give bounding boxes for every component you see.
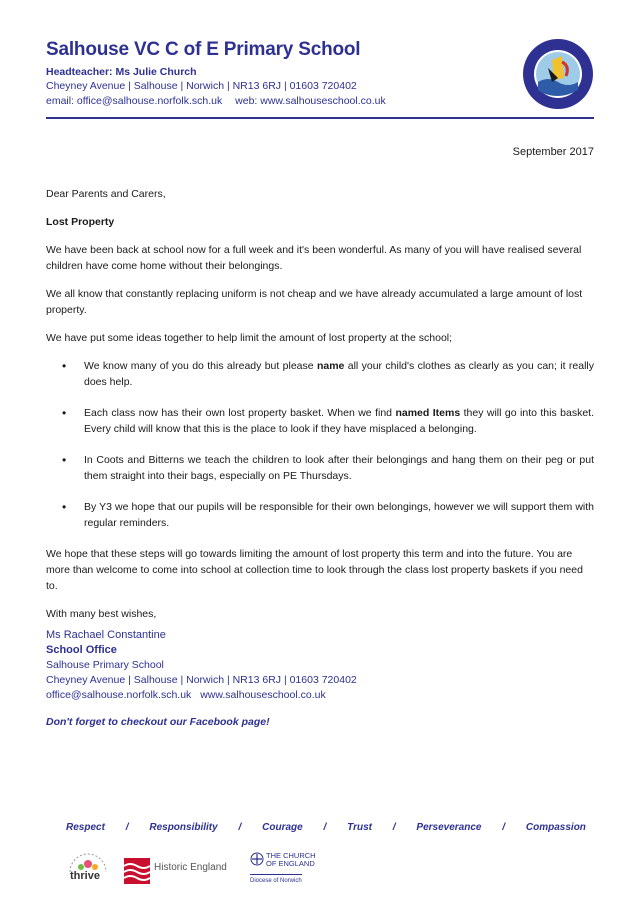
facebook-note: Don't forget to checkout our Facebook page! xyxy=(46,716,270,728)
historic-england-icon xyxy=(124,858,150,884)
closing: With many best wishes, xyxy=(46,608,157,620)
signatory-web[interactable]: www.salhouseschool.co.uk xyxy=(200,689,326,701)
letter-date: September 2017 xyxy=(512,146,594,158)
school-name: Salhouse VC C of E Primary School xyxy=(46,39,361,60)
church-cross-icon xyxy=(250,852,264,866)
value-separator: / xyxy=(238,822,242,833)
value-separator: / xyxy=(392,822,396,833)
value-separator: / xyxy=(323,822,327,833)
signatory-office: School Office xyxy=(46,644,117,656)
paragraph-2: We all know that constantly replacing uniform is not cheap and we have already accumulated a large amount of lost property. xyxy=(46,288,583,316)
value-responsibility: Responsibility xyxy=(149,822,218,833)
paragraph-1: We have been back at school now for a full week and it's been wonderful. As many of you will have realised several children have come home without their belongings. xyxy=(46,244,582,272)
school-email: email: office@salhouse.norfolk.sch.uk xyxy=(46,95,223,107)
list-item: • In Coots and Bitterns we teach the children to look after their belongings and hang them on their peg or put them straight into their bags, especially on PE Thursdays. xyxy=(84,452,594,484)
ideas-list xyxy=(46,358,594,531)
thrive-wordmark: thrive xyxy=(70,870,100,882)
partner-logos xyxy=(64,852,364,892)
value-trust: Trust xyxy=(347,822,372,833)
value-compassion: Compassion xyxy=(525,822,586,833)
coe-diocese: Diocese of Norwich xyxy=(250,874,302,885)
historic-england-wordmark: Historic England xyxy=(154,862,227,873)
signatory-email[interactable]: office@salhouse.norfolk.sch.uk xyxy=(46,689,192,701)
list-item: • Each class now has their own lost property basket. When we find named Items they will go into this basket. Every child will know that this is the place to look if they have misplaced a belonging. xyxy=(84,405,594,437)
value-respect: Respect xyxy=(66,822,105,833)
federation-badge-icon xyxy=(522,38,594,110)
salutation: Dear Parents and Carers, xyxy=(46,188,166,200)
letter-body xyxy=(46,186,594,634)
historic-england-logo xyxy=(124,852,254,890)
signatory-contact xyxy=(46,688,446,703)
signatory-name: Ms Rachael Constantine xyxy=(46,629,166,641)
value-perseverance: Perseverance xyxy=(416,822,482,833)
value-separator: / xyxy=(502,822,506,833)
value-separator: / xyxy=(125,822,129,833)
signature-block xyxy=(46,628,446,703)
coe-line1: THE CHURCH xyxy=(266,851,316,860)
list-item: • We know many of you do this already but please name all your child's clothes as clearly as you can; it really does help. xyxy=(84,358,594,390)
school-web: web: www.salhouseschool.co.uk xyxy=(235,95,386,107)
headteacher: Headteacher: Ms Julie Church xyxy=(46,66,197,78)
subject-line: Lost Property xyxy=(46,216,115,228)
thrive-logo xyxy=(64,852,112,890)
paragraph-4: We hope that these steps will go towards limiting the amount of lost property this term and into the future. You are more than welcome to come into school at collection time to look through the class lost property baskets if you need to. xyxy=(46,548,583,592)
school-address: Cheyney Avenue | Salhouse | Norwich | NR13 6RJ | 01603 720402 xyxy=(46,80,357,92)
letterhead xyxy=(46,38,526,109)
list-item: • By Y3 we hope that our pupils will be responsible for their own belongings, however we will support them with regular reminders. xyxy=(84,499,594,531)
paragraph-3: We have put some ideas together to help limit the amount of lost property at the school; xyxy=(46,332,453,344)
coe-line2: OF ENGLAND xyxy=(266,859,315,868)
signatory-address: Cheyney Avenue | Salhouse | Norwich | NR13 6RJ | 01603 720402 xyxy=(46,674,357,686)
school-contact xyxy=(46,94,526,109)
header-rule xyxy=(46,117,594,119)
signatory-school: Salhouse Primary School xyxy=(46,659,164,671)
value-courage: Courage xyxy=(262,822,303,833)
school-values xyxy=(66,822,586,833)
